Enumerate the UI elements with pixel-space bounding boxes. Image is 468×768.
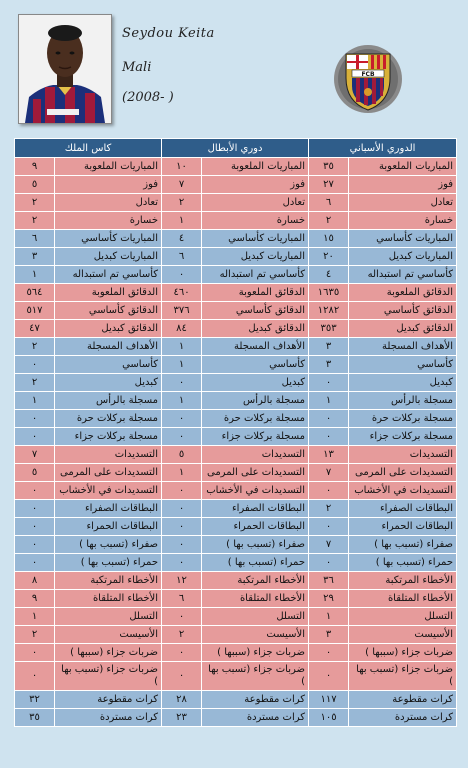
cup-value: ٨ xyxy=(15,572,55,590)
league-label: مسجلة بركلات جزاء xyxy=(349,428,457,446)
table-row xyxy=(15,266,457,284)
ucl-label: التسلل xyxy=(202,608,309,626)
player-name: Seydou Keita xyxy=(122,26,215,41)
cup-label: البطاقات الصفراء xyxy=(55,500,162,518)
league-label: الدقائق الملعوبة xyxy=(349,284,457,302)
cup-value: ٣ xyxy=(15,248,55,266)
cup-label: الأهداف المسجلة xyxy=(55,338,162,356)
league-value: ٠ xyxy=(309,518,349,536)
cup-value: ١ xyxy=(15,608,55,626)
league-label: الأسيست xyxy=(349,626,457,644)
ucl-label: كرات مقطوعة xyxy=(202,691,309,709)
league-label: خسارة xyxy=(349,212,457,230)
table-row xyxy=(15,176,457,194)
cup-label: كرات مستردة xyxy=(55,709,162,727)
ucl-label: فوز xyxy=(202,176,309,194)
league-value: ١١٧ xyxy=(309,691,349,709)
cup-value: ٢ xyxy=(15,626,55,644)
league-value: ٠ xyxy=(309,644,349,662)
table-row xyxy=(15,590,457,608)
cup-value: ١ xyxy=(15,392,55,410)
cup-label: الأسيست xyxy=(55,626,162,644)
league-label: ضربات جزاء (سببها ) xyxy=(349,644,457,662)
cup-label: الأخطاء المتلقاة xyxy=(55,590,162,608)
table-row xyxy=(15,482,457,500)
league-value: ١ xyxy=(309,392,349,410)
ucl-value: ٠ xyxy=(162,644,202,662)
league-value: ١٢٨٢ xyxy=(309,302,349,320)
header-league: الدوري الأسباني xyxy=(309,139,457,158)
league-label: الدقائق كبديل xyxy=(349,320,457,338)
ucl-label: مسجلة بركلات حرة xyxy=(202,410,309,428)
league-value: ٢٧ xyxy=(309,176,349,194)
league-value: ٧ xyxy=(309,536,349,554)
cup-label: التسديدات على المرمى xyxy=(55,464,162,482)
cup-value: ٠ xyxy=(15,500,55,518)
ucl-label: الأسيست xyxy=(202,626,309,644)
table-row xyxy=(15,572,457,590)
league-value: ٣ xyxy=(309,356,349,374)
cup-label: الدقائق كأساسي xyxy=(55,302,162,320)
table-row xyxy=(15,518,457,536)
ucl-value: ٢ xyxy=(162,626,202,644)
ucl-value: ١٠ xyxy=(162,158,202,176)
table-row xyxy=(15,709,457,727)
player-years: (2008- ) xyxy=(122,90,174,105)
ucl-label: كأساسي xyxy=(202,356,309,374)
league-label: كأساسي تم استبداله xyxy=(349,266,457,284)
ucl-label: مسجلة بالرأس xyxy=(202,392,309,410)
cup-label: فوز xyxy=(55,176,162,194)
league-value: ٣ xyxy=(309,338,349,356)
ucl-label: كأساسي تم استبداله xyxy=(202,266,309,284)
ucl-label: البطاقات الحمراء xyxy=(202,518,309,536)
league-label: البطاقات الحمراء xyxy=(349,518,457,536)
table-row xyxy=(15,500,457,518)
cup-label: كرات مقطوعة xyxy=(55,691,162,709)
league-value: ١٥ xyxy=(309,230,349,248)
cup-value: ٠ xyxy=(15,356,55,374)
ucl-label: تعادل xyxy=(202,194,309,212)
league-value: ١٦٣٥ xyxy=(309,284,349,302)
ucl-label: الدقائق كأساسي xyxy=(202,302,309,320)
table-row xyxy=(15,194,457,212)
ucl-value: ٤ xyxy=(162,230,202,248)
ucl-label: التسديدات على المرمى xyxy=(202,464,309,482)
cup-label: التسديدات في الأخشاب xyxy=(55,482,162,500)
player-country: Mali xyxy=(122,60,152,75)
cup-value: ٥٦٤ xyxy=(15,284,55,302)
cup-value: ٣٥ xyxy=(15,709,55,727)
table-row xyxy=(15,248,457,266)
cup-label: مسجلة بالرأس xyxy=(55,392,162,410)
ucl-value: ٠ xyxy=(162,266,202,284)
ucl-label: المباريات الملعوبة xyxy=(202,158,309,176)
cup-label: ضربات جزاء (سببها ) xyxy=(55,644,162,662)
ucl-label: الأخطاء المتلقاة xyxy=(202,590,309,608)
cup-label: المباريات كأساسي xyxy=(55,230,162,248)
ucl-value: ٤٦٠ xyxy=(162,284,202,302)
cup-value: ٥ xyxy=(15,176,55,194)
table-row xyxy=(15,536,457,554)
ucl-value: ٠ xyxy=(162,410,202,428)
league-label: كأساسي xyxy=(349,356,457,374)
league-label: الأهداف المسجلة xyxy=(349,338,457,356)
ucl-value: ٠ xyxy=(162,662,202,691)
table-row xyxy=(15,644,457,662)
cup-value: ٠ xyxy=(15,662,55,691)
ucl-label: الدقائق كبديل xyxy=(202,320,309,338)
league-value: ٤ xyxy=(309,266,349,284)
league-value: ٢ xyxy=(309,500,349,518)
league-value: ٠ xyxy=(309,374,349,392)
ucl-label: المباريات كبديل xyxy=(202,248,309,266)
ucl-label: المباريات كأساسي xyxy=(202,230,309,248)
table-row xyxy=(15,338,457,356)
league-label: التسديدات على المرمى xyxy=(349,464,457,482)
ucl-value: ٠ xyxy=(162,554,202,572)
player-photo xyxy=(18,14,112,124)
ucl-label: حمراء (تسبب بها ) xyxy=(202,554,309,572)
league-label: المباريات الملعوبة xyxy=(349,158,457,176)
header-cup: كاس الملك xyxy=(15,139,162,158)
ucl-label: البطاقات الصفراء xyxy=(202,500,309,518)
table-row xyxy=(15,662,457,691)
ucl-label: صفراء (تسبب بها ) xyxy=(202,536,309,554)
cup-value: ٢ xyxy=(15,194,55,212)
table-row xyxy=(15,691,457,709)
league-value: ٠ xyxy=(309,428,349,446)
ucl-label: الدقائق الملعوبة xyxy=(202,284,309,302)
league-value: ٣٥٣ xyxy=(309,320,349,338)
cup-label: الدقائق الملعوبة xyxy=(55,284,162,302)
ucl-label: التسديدات xyxy=(202,446,309,464)
league-value: ٠ xyxy=(309,662,349,691)
cup-value: ٣٢ xyxy=(15,691,55,709)
league-label: الأخطاء المتلقاة xyxy=(349,590,457,608)
table-row xyxy=(15,356,457,374)
ucl-label: كبديل xyxy=(202,374,309,392)
ucl-value: ١ xyxy=(162,392,202,410)
cup-value: ٦ xyxy=(15,230,55,248)
cup-label: كبديل xyxy=(55,374,162,392)
cup-label: البطاقات الحمراء xyxy=(55,518,162,536)
crest-text: FCB xyxy=(361,71,375,78)
cup-value: ٠ xyxy=(15,644,55,662)
league-label: مسجلة بالرأس xyxy=(349,392,457,410)
table-row xyxy=(15,302,457,320)
cup-label: حمراء (تسبب بها ) xyxy=(55,554,162,572)
league-label: التسلل xyxy=(349,608,457,626)
cup-value: ٩ xyxy=(15,590,55,608)
cup-label: المباريات الملعوبة xyxy=(55,158,162,176)
league-label: كرات مستردة xyxy=(349,709,457,727)
ucl-value: ٠ xyxy=(162,482,202,500)
ucl-value: ٦ xyxy=(162,590,202,608)
league-label: فوز xyxy=(349,176,457,194)
ucl-value: ٧ xyxy=(162,176,202,194)
ucl-label: ضربات جزاء (تسبب بها ) xyxy=(202,662,309,691)
cup-value: ٠ xyxy=(15,428,55,446)
header-ucl: دوري الأبطال xyxy=(162,139,309,158)
cup-label: مسجلة بركلات حرة xyxy=(55,410,162,428)
player-portrait-icon xyxy=(19,15,111,123)
ucl-value: ٦ xyxy=(162,248,202,266)
ucl-value: ٢٨ xyxy=(162,691,202,709)
cup-label: كأساسي تم استبداله xyxy=(55,266,162,284)
league-label: صفراء (تسبب بها ) xyxy=(349,536,457,554)
ucl-value: ٠ xyxy=(162,518,202,536)
ucl-value: ١ xyxy=(162,356,202,374)
ucl-value: ٢ xyxy=(162,194,202,212)
ucl-value: ٠ xyxy=(162,428,202,446)
league-label: الأخطاء المرتكبة xyxy=(349,572,457,590)
table-row xyxy=(15,230,457,248)
cup-value: ٧ xyxy=(15,446,55,464)
league-value: ١٠٥ xyxy=(309,709,349,727)
table-row xyxy=(15,608,457,626)
league-value: ٣٥ xyxy=(309,158,349,176)
ucl-value: ٠ xyxy=(162,374,202,392)
table-header-row xyxy=(15,139,457,158)
league-label: كرات مقطوعة xyxy=(349,691,457,709)
ucl-value: ١ xyxy=(162,464,202,482)
league-value: ٣٦ xyxy=(309,572,349,590)
ucl-label: خسارة xyxy=(202,212,309,230)
ucl-value: ٨٤ xyxy=(162,320,202,338)
cup-label: خسارة xyxy=(55,212,162,230)
cup-value: ٩ xyxy=(15,158,55,176)
league-value: ٧ xyxy=(309,464,349,482)
table-row xyxy=(15,284,457,302)
table-row xyxy=(15,554,457,572)
league-value: ١ xyxy=(309,608,349,626)
league-label: المباريات كبديل xyxy=(349,248,457,266)
cup-value: ١ xyxy=(15,266,55,284)
table-row xyxy=(15,626,457,644)
ucl-label: الأهداف المسجلة xyxy=(202,338,309,356)
ucl-label: كرات مستردة xyxy=(202,709,309,727)
ucl-value: ١ xyxy=(162,212,202,230)
ucl-label: الأخطاء المرتكبة xyxy=(202,572,309,590)
fcb-crest-icon xyxy=(328,44,408,114)
cup-label: التسلل xyxy=(55,608,162,626)
table-row xyxy=(15,410,457,428)
league-label: حمراء (تسبب بها ) xyxy=(349,554,457,572)
cup-value: ٠ xyxy=(15,410,55,428)
cup-value: ٥ xyxy=(15,464,55,482)
cup-value: ٢ xyxy=(15,374,55,392)
profile-header xyxy=(0,0,468,136)
cup-label: ضربات جزاء (تسبب بها ) xyxy=(55,662,162,691)
ucl-value: ١ xyxy=(162,338,202,356)
ucl-value: ٠ xyxy=(162,536,202,554)
ucl-value: ٢٣ xyxy=(162,709,202,727)
league-label: تعادل xyxy=(349,194,457,212)
table-row xyxy=(15,392,457,410)
table-row xyxy=(15,446,457,464)
table-row xyxy=(15,320,457,338)
league-label: الدقائق كأساسي xyxy=(349,302,457,320)
table-row xyxy=(15,374,457,392)
league-value: ٢٩ xyxy=(309,590,349,608)
ucl-label: مسجلة بركلات جزاء xyxy=(202,428,309,446)
league-value: ٣ xyxy=(309,626,349,644)
league-label: مسجلة بركلات حرة xyxy=(349,410,457,428)
league-label: ضربات جزاء (تسبب بها ) xyxy=(349,662,457,691)
cup-value: ٤٧ xyxy=(15,320,55,338)
cup-value: ٠ xyxy=(15,482,55,500)
ucl-label: ضربات جزاء (سببها ) xyxy=(202,644,309,662)
cup-label: كأساسي xyxy=(55,356,162,374)
league-value: ٠ xyxy=(309,410,349,428)
cup-label: المباريات كبديل xyxy=(55,248,162,266)
league-label: التسديدات xyxy=(349,446,457,464)
league-value: ٦ xyxy=(309,194,349,212)
ucl-value: ٣٧٦ xyxy=(162,302,202,320)
cup-value: ٠ xyxy=(15,518,55,536)
league-label: البطاقات الصفراء xyxy=(349,500,457,518)
league-value: ٠ xyxy=(309,482,349,500)
cup-value: ٠ xyxy=(15,554,55,572)
league-value: ٢٠ xyxy=(309,248,349,266)
league-label: المباريات كأساسي xyxy=(349,230,457,248)
ucl-value: ٥ xyxy=(162,446,202,464)
ucl-label: التسديدات في الأخشاب xyxy=(202,482,309,500)
league-value: ١٣ xyxy=(309,446,349,464)
cup-label: صفراء (تسبب بها ) xyxy=(55,536,162,554)
table-row xyxy=(15,212,457,230)
ucl-value: ٠ xyxy=(162,500,202,518)
league-value: ٠ xyxy=(309,554,349,572)
table-row xyxy=(15,428,457,446)
table-row xyxy=(15,464,457,482)
cup-value: ٢ xyxy=(15,338,55,356)
ucl-value: ٠ xyxy=(162,608,202,626)
stats-table xyxy=(14,138,457,727)
cup-value: ٢ xyxy=(15,212,55,230)
cup-label: التسديدات xyxy=(55,446,162,464)
league-value: ٢ xyxy=(309,212,349,230)
cup-label: مسجلة بركلات جزاء xyxy=(55,428,162,446)
league-label: التسديدات في الأخشاب xyxy=(349,482,457,500)
cup-label: الدقائق كبديل xyxy=(55,320,162,338)
ucl-value: ١٢ xyxy=(162,572,202,590)
cup-value: ٥١٧ xyxy=(15,302,55,320)
cup-label: الأخطاء المرتكبة xyxy=(55,572,162,590)
cup-label: تعادل xyxy=(55,194,162,212)
table-row xyxy=(15,158,457,176)
cup-value: ٠ xyxy=(15,536,55,554)
league-label: كبديل xyxy=(349,374,457,392)
